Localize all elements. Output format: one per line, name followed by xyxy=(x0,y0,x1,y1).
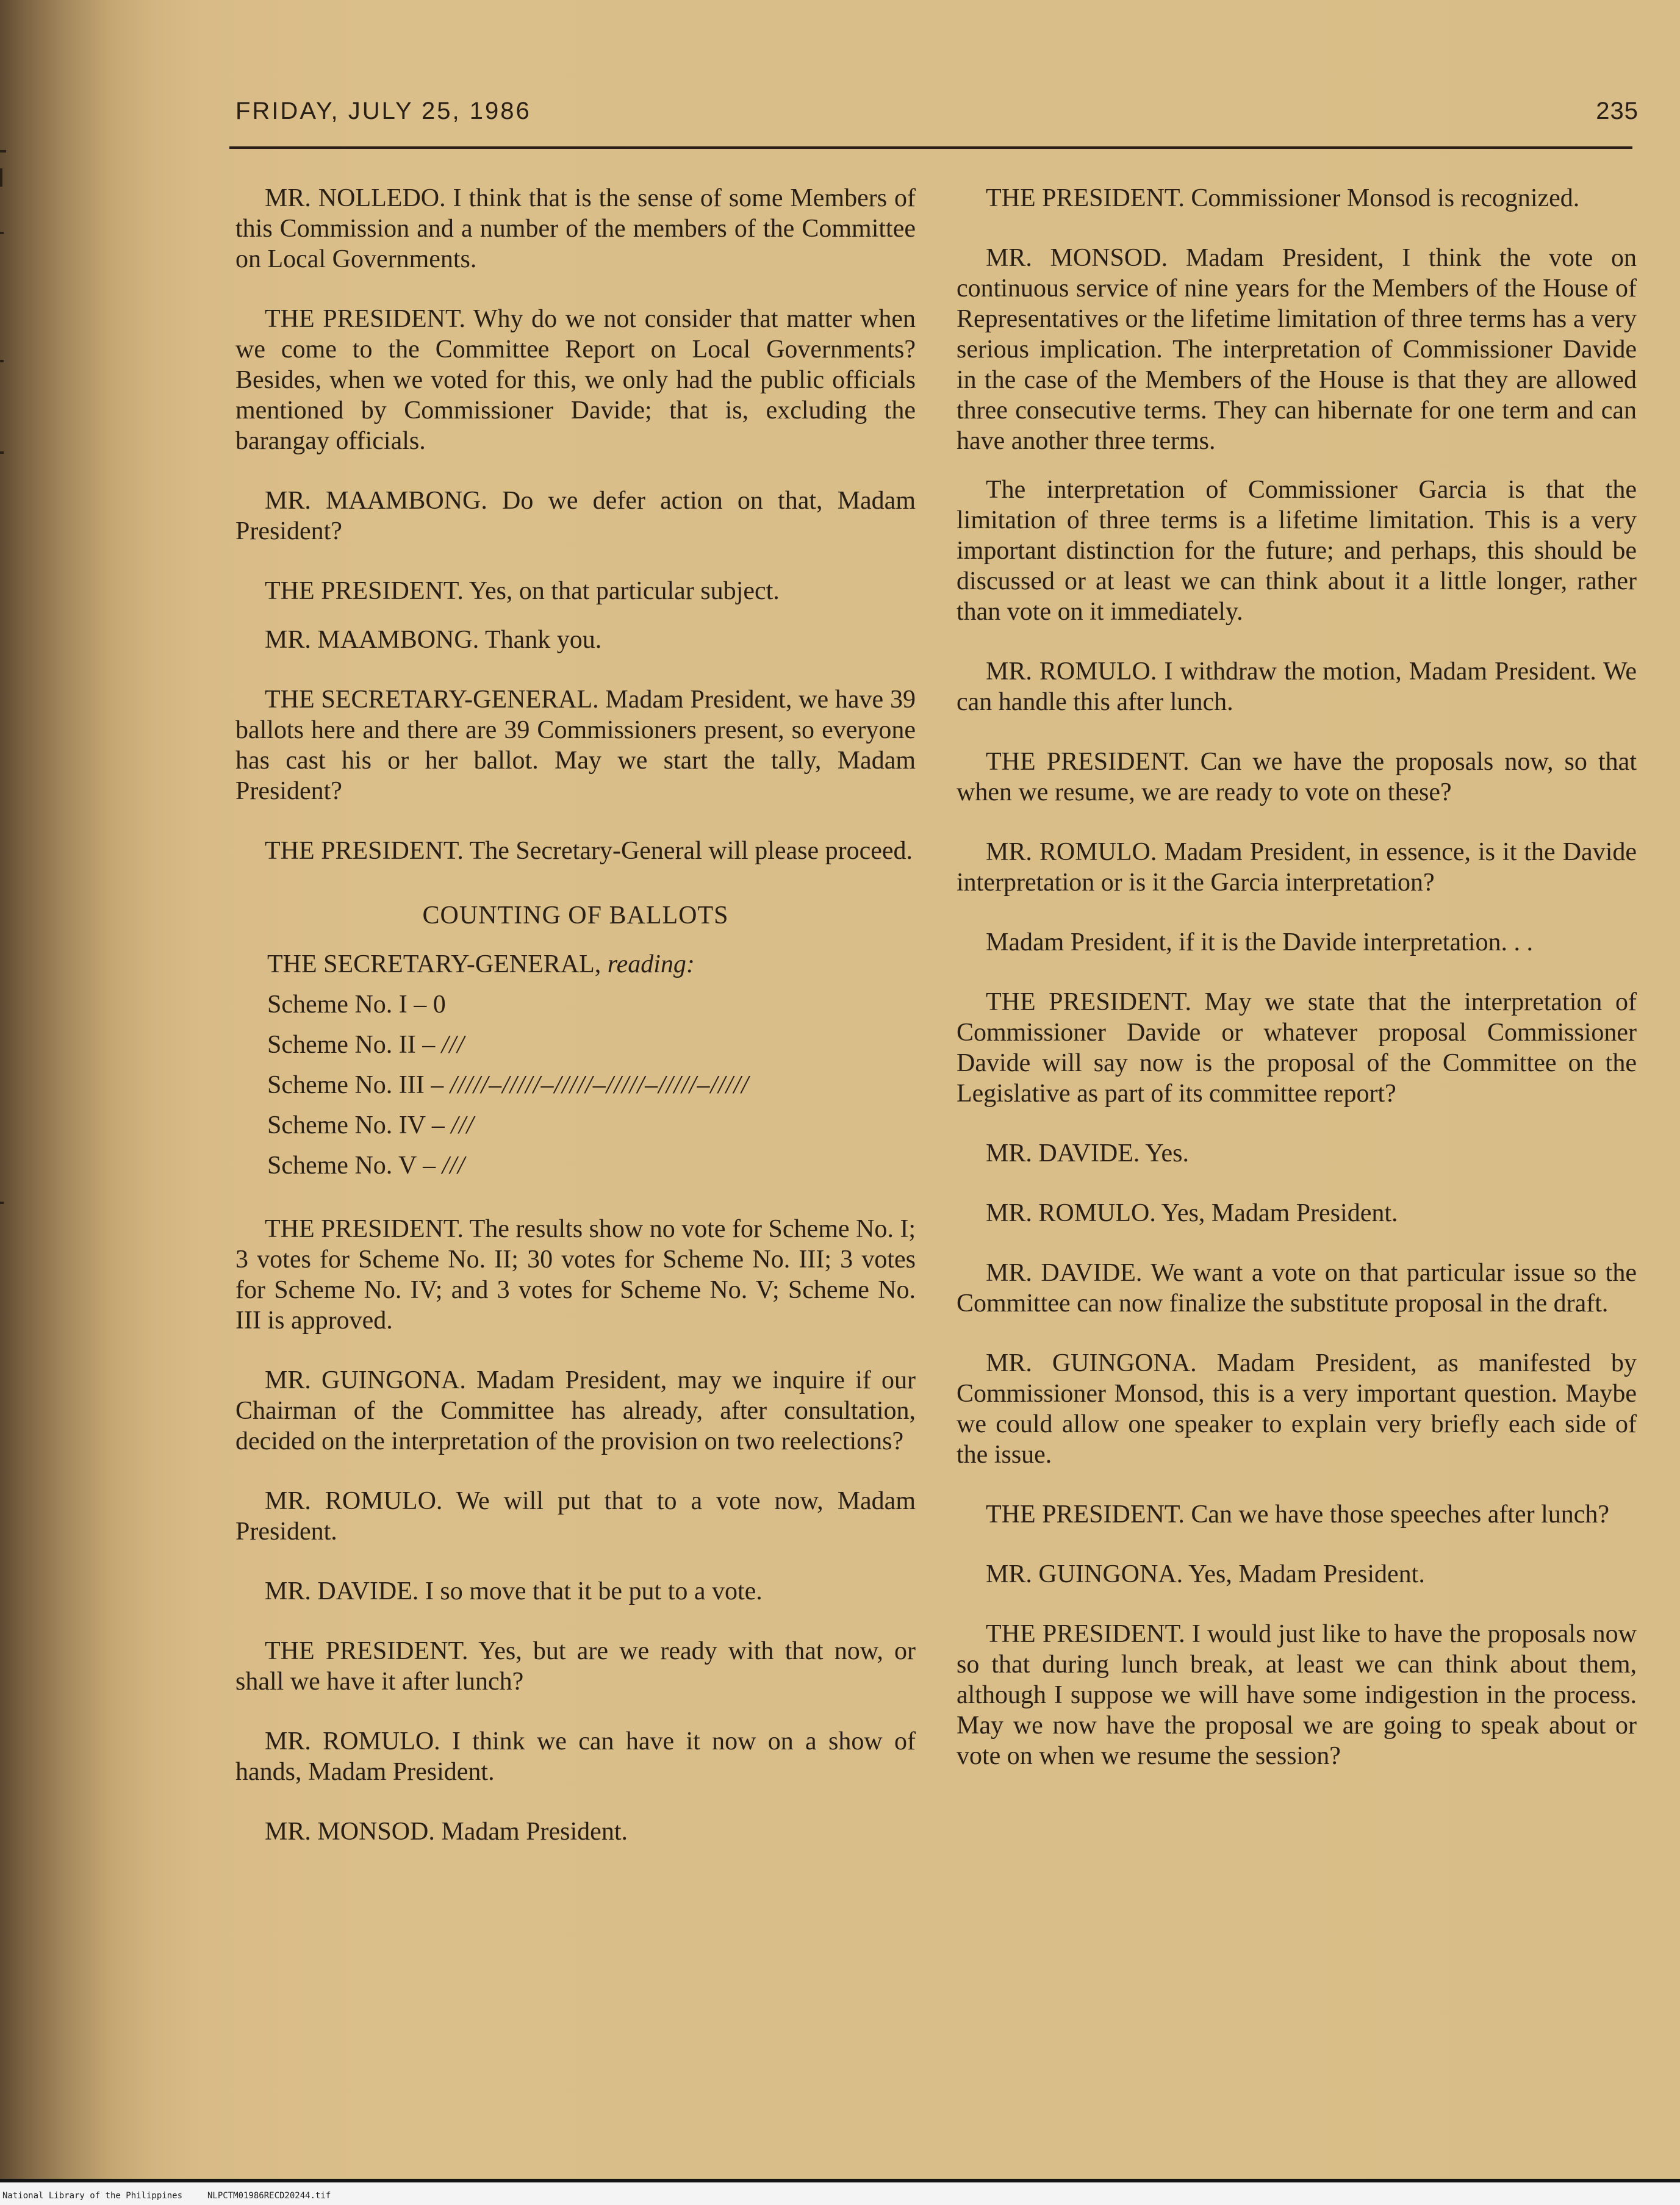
paragraph: MR. DAVIDE. I so move that it be put to a vote. xyxy=(265,1577,763,1605)
paragraph: THE PRESIDENT. May we state that the interpretation of Commissioner Davide or whatever proposal Commissioner Davide will say now is the proposal of the Committee on the Legislative as part of its committee report? xyxy=(957,988,1637,1108)
paragraph: MR. NOLLEDO. I think that is the sense of some Members of this Commission and a number of the members of the Committee on Local Governments. xyxy=(235,184,916,273)
paragraph: MR. DAVIDE. We want a vote on that particular issue so the Committee can now finalize the substitute proposal in the draft. xyxy=(957,1259,1637,1318)
scheme-tally-item xyxy=(267,984,916,1025)
paragraph: MR. MAAMBONG. Thank you. xyxy=(265,626,602,654)
paragraph: MR. ROMULO. We will put that to a vote now, Madam President. xyxy=(235,1487,916,1546)
spine-mark xyxy=(0,232,4,234)
scheme-tally-item xyxy=(267,1105,916,1146)
paragraph: MR. MONSOD. Madam President, I think the vote on continuous service of nine years for the Members of the House of Representatives or the lifetime limitation of three terms has a very serious implication. The interpretation of Commissioner Davide in the case of the Members of the House is that they are allowed three consecutive terms. They can hibernate for one term and can have another three terms. xyxy=(957,244,1637,455)
left-column xyxy=(235,183,916,1876)
footer-library-name: National Library of the Philippines xyxy=(2,2191,183,2201)
header-rule xyxy=(229,146,1632,149)
paragraph: THE PRESIDENT. Yes, but are we ready with that now, or shall we have it after lunch? xyxy=(235,1637,916,1696)
paragraph: THE SECRETARY-GENERAL. Madam President, we have 39 ballots here and there are 39 Commissioners present, so everyone has cast his or her ballot. May we start the tally, Madam President? xyxy=(235,686,916,805)
header-date: FRIDAY, JULY 25, 1986 xyxy=(235,98,531,124)
scheme-tally: /////–/////–/////–/////–/////–///// xyxy=(450,1071,749,1099)
paragraph: THE PRESIDENT. I would just like to have the proposals now so that during lunch break, at least we can think about them, although I suppose we will have some indigestion in the process. May we now have the proposal we are going to speak about or vote on when we resume the session? xyxy=(957,1620,1637,1770)
paragraph: MR. DAVIDE. Yes. xyxy=(986,1139,1189,1167)
scheme-label: Scheme No. I – xyxy=(267,991,433,1019)
paragraph: MR. ROMULO. Yes, Madam President. xyxy=(986,1199,1398,1227)
paragraph: THE PRESIDENT. Why do we not consider that matter when we come to the Committee Report on Local Governments? Besides, when we voted for this, we only had the public officials mentioned by Commissioner Davide; that is, excluding the barangay officials. xyxy=(235,305,916,455)
paragraph: MR. ROMULO. Madam President, in essence, is it the Davide interpretation or is it the Garcia interpretation? xyxy=(957,838,1637,897)
reading-line xyxy=(235,949,916,980)
page-number: 235 xyxy=(1596,98,1639,124)
paragraph: THE PRESIDENT. Commissioner Monsod is recognized. xyxy=(986,184,1580,212)
scheme-tally-item xyxy=(267,1146,916,1186)
section-heading-counting-of-ballots: COUNTING OF BALLOTS xyxy=(422,902,729,930)
paragraph: Madam President, if it is the Davide interpretation. . . xyxy=(986,928,1533,956)
spine-mark xyxy=(0,150,6,152)
paragraph: MR. GUINGONA. Yes, Madam President. xyxy=(986,1560,1425,1588)
right-column xyxy=(957,183,1637,1801)
scheme-label: Scheme No. IV – xyxy=(267,1111,451,1139)
paragraph: MR. ROMULO. I withdraw the motion, Madam President. We can handle this after lunch. xyxy=(957,658,1637,716)
scheme-label: Scheme No. V – xyxy=(267,1152,442,1180)
page-header xyxy=(235,98,1639,134)
paragraph: THE PRESIDENT. Can we have those speeches after lunch? xyxy=(986,1500,1610,1529)
paragraph: The interpretation of Commissioner Garcia is that the limitation of three terms is a lifetime limitation. This is a very important distinction for the future; and perhaps, this should be discussed or at least we can think about it a little longer, rather than vote on it immediately. xyxy=(957,476,1637,626)
paragraph: MR. MAAMBONG. Do we defer action on that, Madam President? xyxy=(235,487,916,545)
paragraph: THE PRESIDENT. Yes, on that particular subject. xyxy=(265,577,780,605)
footer-file-id: NLPCTM01986RECD20244.tif xyxy=(207,2191,331,2201)
paragraph: THE PRESIDENT. The Secretary-General will please proceed. xyxy=(265,837,913,865)
reading-speaker: THE SECRETARY-GENERAL, xyxy=(267,950,608,978)
paragraph: MR. GUINGONA. Madam President, as manifested by Commissioner Monsod, this is a very important question. Maybe we could allow one speaker to explain very briefly each side of the issue. xyxy=(957,1349,1637,1469)
scheme-tally: /// xyxy=(451,1111,475,1139)
scheme-tally: 0 xyxy=(433,991,446,1019)
scheme-label: Scheme No. II – xyxy=(267,1031,442,1059)
scheme-tally-item xyxy=(267,1025,916,1065)
spine-mark xyxy=(0,1202,4,1204)
ballot-tally-list xyxy=(235,984,916,1186)
scheme-tally-item xyxy=(267,1065,916,1105)
scheme-tally: /// xyxy=(441,1031,465,1059)
spine-edge-marks xyxy=(0,0,12,2179)
paragraph: MR. GUINGONA. Madam President, may we inquire if our Chairman of the Committee has already, after consultation, decided on the interpretation of the provision on two reelections? xyxy=(235,1366,916,1455)
scheme-label: Scheme No. III – xyxy=(267,1071,450,1099)
reading-word: reading: xyxy=(607,950,695,978)
spine-mark xyxy=(0,451,4,454)
spine-mark xyxy=(0,360,4,362)
paragraph: MR. ROMULO. I think we can have it now on a show of hands, Madam President. xyxy=(235,1727,916,1786)
paragraph: THE PRESIDENT. The results show no vote for Scheme No. I; 3 votes for Scheme No. II; 30 votes for Scheme No. III; 3 votes for Scheme No. IV; and 3 votes for Scheme No. V; Scheme No. III is approved. xyxy=(235,1215,916,1335)
scheme-tally: /// xyxy=(442,1152,465,1180)
spine-mark xyxy=(0,168,2,187)
paragraph: THE PRESIDENT. Can we have the proposals now, so that when we resume, we are ready to vote on these? xyxy=(957,748,1637,806)
paragraph: MR. MONSOD. Madam President. xyxy=(265,1818,628,1846)
